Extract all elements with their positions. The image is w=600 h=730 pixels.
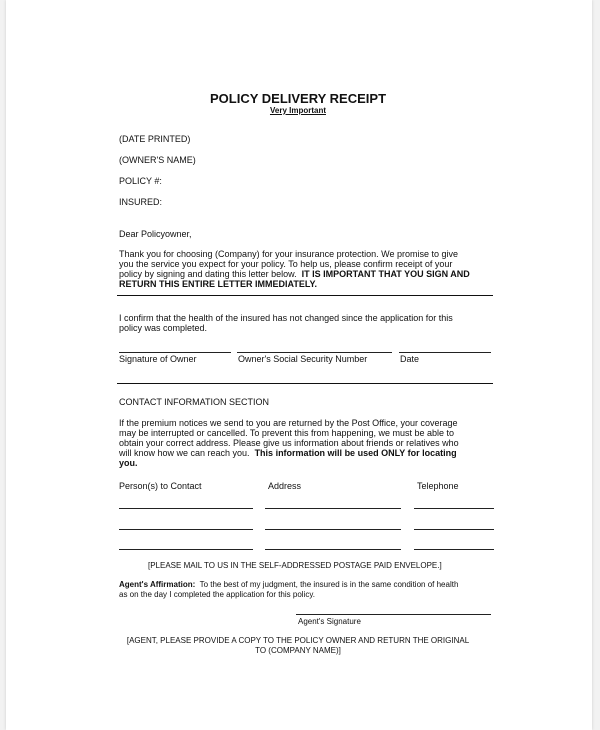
- letter-line-3-emphasis: IT IS IMPORTANT THAT YOU SIGN AND: [301, 269, 470, 279]
- ssn-label: Owner's Social Security Number: [238, 354, 368, 364]
- contact-line-4: [119, 448, 499, 458]
- field-insured: INSURED:: [119, 197, 163, 207]
- date-line: [399, 352, 491, 353]
- owner-signature-line: [119, 352, 231, 353]
- contact-row-1-person-line: [119, 508, 253, 509]
- affirmation-label: Agent's Affirmation:: [119, 580, 196, 589]
- letter-line-1: Thank you for choosing (Company) for your insurance protection. We promise to give: [119, 249, 458, 259]
- col-address: Address: [268, 481, 302, 491]
- section-divider-2: [117, 383, 493, 384]
- affirmation-line-1: [119, 580, 499, 590]
- agent-affirmation: [119, 580, 499, 600]
- contact-line-2: may be interrupted or cancelled. To prevent this from happening, we must be able to: [119, 428, 455, 438]
- page-title: POLICY DELIVERY RECEIPT: [209, 91, 387, 106]
- contact-line-4-text: will know how we can reach you.: [119, 448, 255, 458]
- agent-signature-label: Agent's Signature: [298, 617, 361, 626]
- field-owners-name: (OWNER'S NAME): [119, 155, 196, 165]
- owner-signature-label: Signature of Owner: [119, 354, 197, 364]
- letter-line-4-emphasis: RETURN THIS ENTIRE LETTER IMMEDIATELY.: [119, 279, 318, 289]
- field-policy-number: POLICY #:: [119, 176, 162, 186]
- contact-row-3-person-line: [119, 549, 253, 550]
- contact-line-3: obtain your correct address. Please give us information about friends or relatives who: [119, 438, 459, 448]
- affirmation-text-1: To the best of my judgment, the insured is in the same condition of health: [195, 580, 459, 589]
- contact-line-5-emphasis: you.: [119, 458, 138, 468]
- ssn-line: [237, 352, 392, 353]
- affirmation-text-2: as on the day I completed the application for this policy.: [119, 590, 315, 599]
- field-date-printed: (DATE PRINTED): [119, 134, 191, 144]
- contact-body: [119, 418, 499, 468]
- letter-body: [119, 249, 499, 289]
- col-person-to-contact: Person(s) to Contact: [119, 481, 202, 491]
- col-telephone: Telephone: [417, 481, 459, 491]
- agent-note-line-1: [AGENT, PLEASE PROVIDE A COPY TO THE POLICY OWNER AND RETURN THE ORIGINAL: [126, 636, 470, 645]
- page-subtitle: Very Important: [269, 106, 326, 115]
- contact-row-3-telephone-line: [414, 549, 494, 550]
- contact-row-1-telephone-line: [414, 508, 494, 509]
- letter-line-2: you the service you expect for your policy. To help us, please confirm receipt of your: [119, 259, 453, 269]
- letter-greeting: Dear Policyowner,: [119, 229, 192, 239]
- confirm-line-1: I confirm that the health of the insured has not changed since the application for this: [119, 313, 453, 323]
- letter-line-3: [119, 269, 499, 279]
- contact-line-4-emphasis: This information will be used ONLY for locating: [254, 448, 457, 458]
- contact-line-1: If the premium notices we send to you are returned by the Post Office, your coverage: [119, 418, 458, 428]
- confirm-statement: [119, 313, 499, 333]
- contact-row-2-person-line: [119, 529, 253, 530]
- confirm-line-2: policy was completed.: [119, 323, 208, 333]
- contact-heading: CONTACT INFORMATION SECTION: [119, 397, 269, 407]
- contact-row-3-address-line: [265, 549, 401, 550]
- agent-note-line-2: TO (COMPANY NAME)]: [255, 646, 341, 655]
- contact-row-1-address-line: [265, 508, 401, 509]
- agent-signature-line: [296, 614, 491, 615]
- section-divider: [117, 295, 493, 296]
- contact-row-2-telephone-line: [414, 529, 494, 530]
- letter-line-3-text: policy by signing and dating this letter below.: [119, 269, 302, 279]
- mail-note: [PLEASE MAIL TO US IN THE SELF-ADDRESSED POSTAGE PAID ENVELOPE.]: [148, 561, 442, 570]
- contact-row-2-address-line: [265, 529, 401, 530]
- date-label: Date: [400, 354, 420, 364]
